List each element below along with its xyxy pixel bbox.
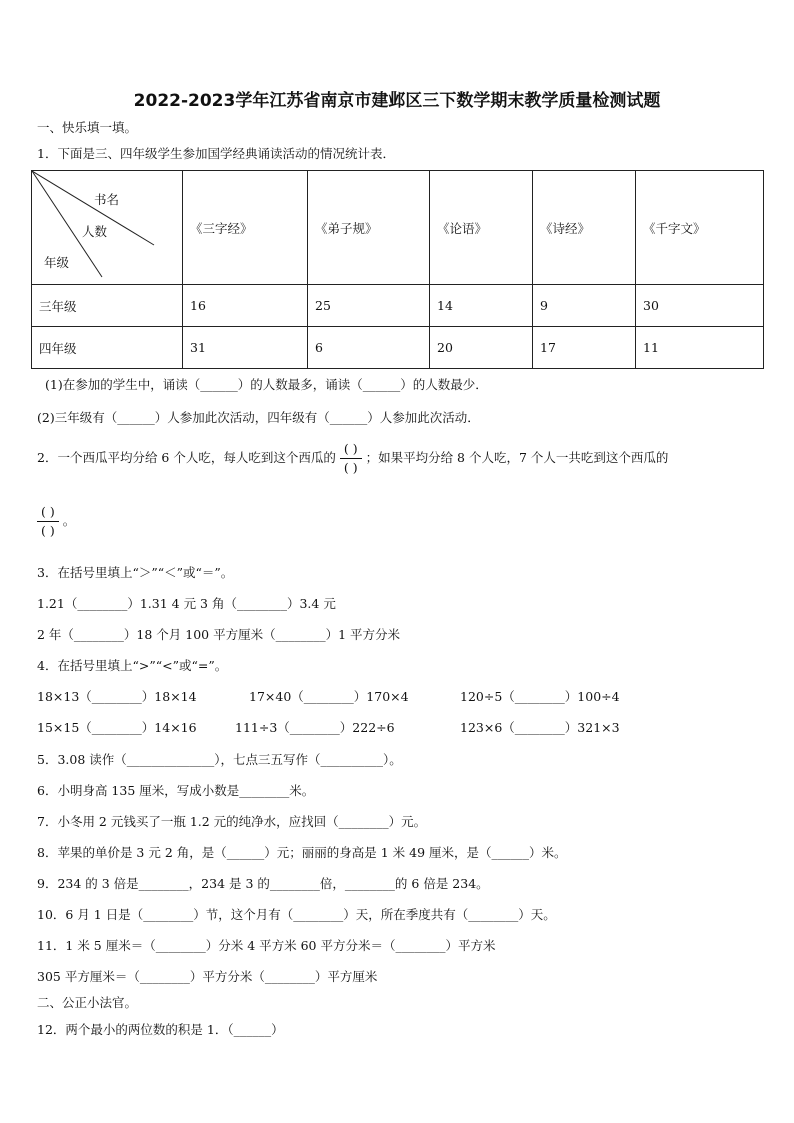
diag-label-book: 书名 <box>94 192 120 207</box>
table-cell: 25 <box>308 285 430 327</box>
question-7: 7．小冬用 2 元钱买了一瓶 1.2 元的纯净水，应找回（________）元。 <box>37 814 427 829</box>
question-6: 6．小明身高 135 厘米，写成小数是________米。 <box>37 783 315 798</box>
fraction-blank-2 <box>37 503 59 540</box>
fraction-numerator: ( ) <box>37 503 59 522</box>
question-11-line-1: 11．1 米 5 厘米＝（________）分米 4 平方米 60 平方分米＝（________）平方米 <box>37 938 496 953</box>
question-2-pre: 2．一个西瓜平均分给 6 个人吃，每人吃到这个西瓜的 <box>37 450 336 465</box>
reading-stats-table <box>31 170 764 369</box>
table-cell: 17 <box>533 327 636 369</box>
table-cell: 9 <box>533 285 636 327</box>
question-1-text: 1．下面是三、四年级学生参加国学经典诵读活动的情况统计表． <box>37 146 395 161</box>
question-3-line-1: 1.21（________）1.31 4 元 3 角（________）3.4 元 <box>37 596 336 611</box>
table-row <box>32 285 764 327</box>
diag-label-count: 人数 <box>82 224 108 239</box>
table-cell: 31 <box>183 327 308 369</box>
fraction-blank-1 <box>340 440 362 477</box>
table-cell: 6 <box>308 327 430 369</box>
page-title: 2022-2023学年江苏省南京市建邺区三下数学期末教学质量检测试题 <box>133 91 661 111</box>
question-4-item: 15×15（________）14×16 <box>37 720 197 735</box>
question-4-item: 17×40（________）170×4 <box>249 689 409 704</box>
section-1-heading: 一、快乐填一填。 <box>37 120 138 135</box>
question-2-end: 。 <box>62 513 76 528</box>
question-4-item: 18×13（________）18×14 <box>37 689 197 704</box>
question-11-line-2: 305 平方厘米＝（________）平方分米（________）平方厘米 <box>37 969 378 984</box>
question-2-continued <box>37 503 75 540</box>
table-header-cell: 《弟子规》 <box>308 171 430 285</box>
table-cell: 16 <box>183 285 308 327</box>
question-3-line-2: 2 年（________）18 个月 100 平方厘米（________）1 平方分米 <box>37 627 401 642</box>
row-label: 三年级 <box>32 285 183 327</box>
fraction-denominator: ( ) <box>343 460 358 475</box>
question-2-post: ；如果平均分给 8 个人吃，7 个人一共吃到这个西瓜的 <box>365 450 669 465</box>
question-5: 5．3.08 读作（______________），七点三五写作（__________）。 <box>37 752 402 767</box>
table-header-cell: 《千字文》 <box>636 171 764 285</box>
question-4-item: 120÷5（________）100÷4 <box>460 689 620 704</box>
diagonal-header-cell <box>32 171 183 285</box>
question-3-text: 3．在括号里填上“＞”“＜”或“＝”。 <box>37 565 234 580</box>
table-header-cell: 《论语》 <box>430 171 533 285</box>
section-2-heading: 二、公正小法官。 <box>37 995 138 1010</box>
table-header-cell: 《三字经》 <box>183 171 308 285</box>
table-header-cell: 《诗经》 <box>533 171 636 285</box>
table-row <box>32 327 764 369</box>
question-1-sub-1: (1)在参加的学生中，诵读（______）的人数最多，诵读（______）的人数最少． <box>45 377 488 392</box>
row-label: 四年级 <box>32 327 183 369</box>
fraction-numerator: ( ) <box>340 440 362 459</box>
diag-label-grade: 年级 <box>44 255 70 270</box>
question-4-item: 123×6（________）321×3 <box>460 720 620 735</box>
question-2 <box>37 440 668 477</box>
table-cell: 11 <box>636 327 764 369</box>
question-12: 12．两个最小的两位数的积是 1．（______） <box>37 1022 284 1037</box>
question-10: 10．6 月 1 日是（________）节，这个月有（________）天，所在季度共有（________）天。 <box>37 907 556 922</box>
question-4-text: 4．在括号里填上“>”“<”或“=”。 <box>37 658 228 673</box>
question-9: 9．234 的 3 倍是________，234 是 3 的________倍，________的 6 倍是 234。 <box>37 876 489 891</box>
question-4-item: 111÷3（________）222÷6 <box>235 720 395 735</box>
table-cell: 14 <box>430 285 533 327</box>
question-1-sub-2: (2)三年级有（______）人参加此次活动，四年级有（______）人参加此次活动． <box>37 410 480 425</box>
question-8: 8．苹果的单价是 3 元 2 角，是（______）元；丽丽的身高是 1 米 49 厘米，是（______）米。 <box>37 845 567 860</box>
table-header-row <box>32 171 764 285</box>
table-cell: 30 <box>636 285 764 327</box>
fraction-denominator: ( ) <box>41 523 55 538</box>
table-cell: 20 <box>430 327 533 369</box>
